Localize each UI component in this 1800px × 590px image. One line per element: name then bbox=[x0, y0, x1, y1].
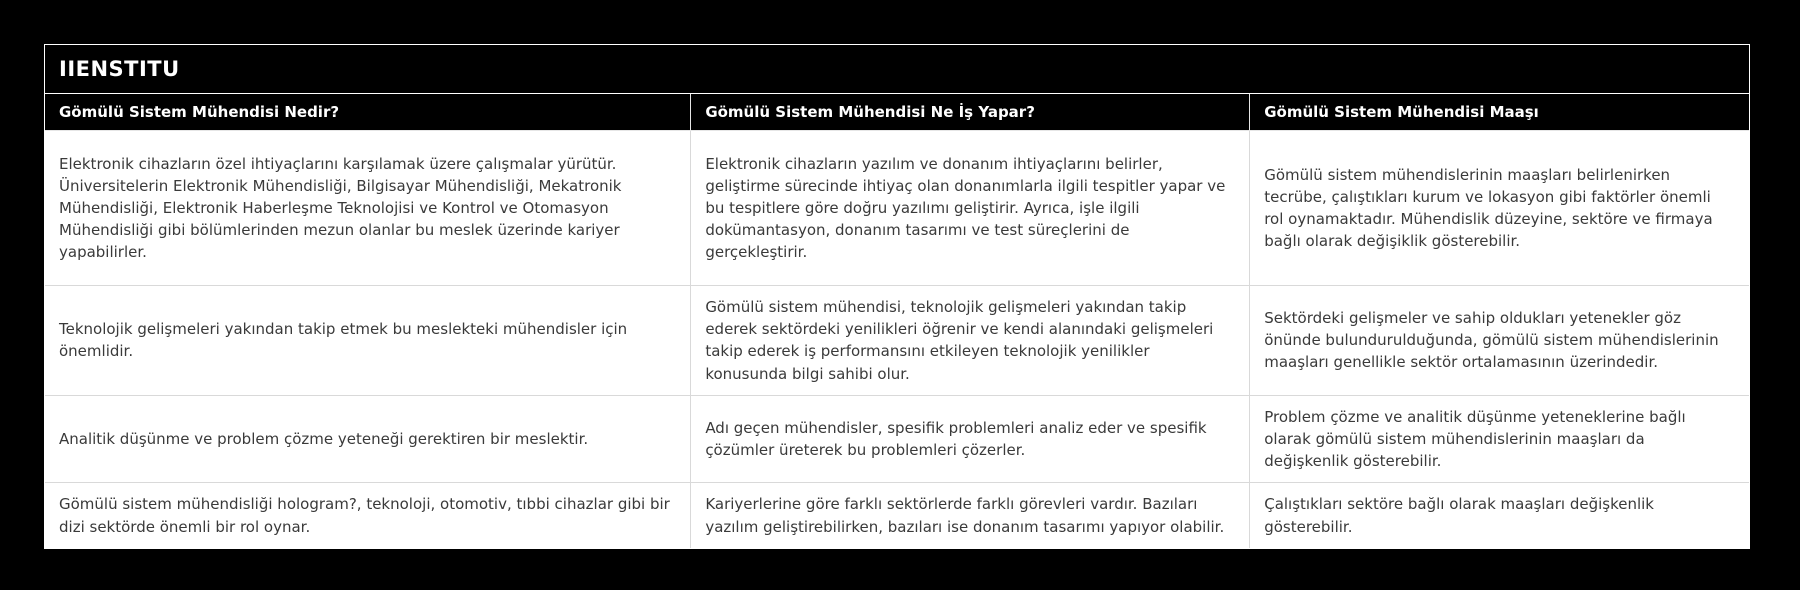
table-header-row bbox=[45, 94, 1749, 131]
table-row bbox=[45, 483, 1749, 548]
column-header-nedir: Gömülü Sistem Mühendisi Nedir? bbox=[45, 94, 691, 131]
column-header-maasi: Gömülü Sistem Mühendisi Maaşı bbox=[1250, 94, 1749, 131]
table-row bbox=[45, 395, 1749, 483]
table-cell: Gömülü sistem mühendisliği hologram?, teknoloji, otomotiv, tıbbi cihazlar gibi bir dizi sektörde önemli bir rol oynar. bbox=[45, 483, 691, 548]
table-cell: Gömülü sistem mühendisi, teknolojik gelişmeleri yakından takip ederek sektördeki yenilikleri öğrenir ve kendi alanındaki gelişmeleri takip ederek iş performansını etkileyen teknolojik yenilikler konusunda bilgi sahibi olur. bbox=[691, 286, 1250, 396]
table-cell: Elektronik cihazların yazılım ve donanım ihtiyaçlarını belirler, geliştirme sürecinde ihtiyaç olan donanımlarla ilgili tespitler yapar ve bu tespitlere göre doğru yazılımı geliştirir. Ayrıca, işle ilgili dokümantasyon, donanım tasarımı ve test süreçlerini de gerçekleştirir. bbox=[691, 131, 1250, 286]
table-cell: Problem çözme ve analitik düşünme yeteneklerine bağlı olarak gömülü sistem mühendislerinin maaşları da değişkenlik gösterebilir. bbox=[1250, 395, 1749, 483]
table-cell: Kariyerlerine göre farklı sektörlerde farklı görevleri vardır. Bazıları yazılım geliştirebilirken, bazıları ise donanım tasarımı yapıyor olabilir. bbox=[691, 483, 1250, 548]
info-table bbox=[45, 94, 1749, 548]
table-card bbox=[44, 44, 1750, 549]
table-cell: Teknolojik gelişmeleri yakından takip etmek bu meslekteki mühendisler için önemlidir. bbox=[45, 286, 691, 396]
table-cell: Gömülü sistem mühendislerinin maaşları belirlenirken tecrübe, çalıştıkları kurum ve lokasyon gibi faktörler önemli rol oynamaktadır. Mühendislik düzeyine, sektöre ve firmaya bağlı olarak değişiklik gösterebilir. bbox=[1250, 131, 1749, 286]
table-cell: Sektördeki gelişmeler ve sahip oldukları yetenekler göz önünde bulundurulduğunda, gömülü sistem mühendislerinin maaşları genellikle sektör ortalamasının üzerindedir. bbox=[1250, 286, 1749, 396]
table-cell: Elektronik cihazların özel ihtiyaçlarını karşılamak üzere çalışmalar yürütür. Üniversitelerin Elektronik Mühendisliği, Bilgisayar Mühendisliği, Mekatronik Mühendisliği, Elektronik Haberleşme Teknolojisi ve Kontrol ve Otomasyon Mühendisliği gibi bölümlerinden mezun olanlar bu meslek üzerinde kariyer yapabilirler. bbox=[45, 131, 691, 286]
brand-title: IIENSTITU bbox=[45, 45, 1749, 94]
table-row bbox=[45, 131, 1749, 286]
column-header-ne-is-yapar: Gömülü Sistem Mühendisi Ne İş Yapar? bbox=[691, 94, 1250, 131]
table-cell: Çalıştıkları sektöre bağlı olarak maaşları değişkenlik gösterebilir. bbox=[1250, 483, 1749, 548]
table-cell: Adı geçen mühendisler, spesifik problemleri analiz eder ve spesifik çözümler üreterek bu problemleri çözerler. bbox=[691, 395, 1250, 483]
table-cell: Analitik düşünme ve problem çözme yeteneği gerektiren bir meslektir. bbox=[45, 395, 691, 483]
table-row bbox=[45, 286, 1749, 396]
